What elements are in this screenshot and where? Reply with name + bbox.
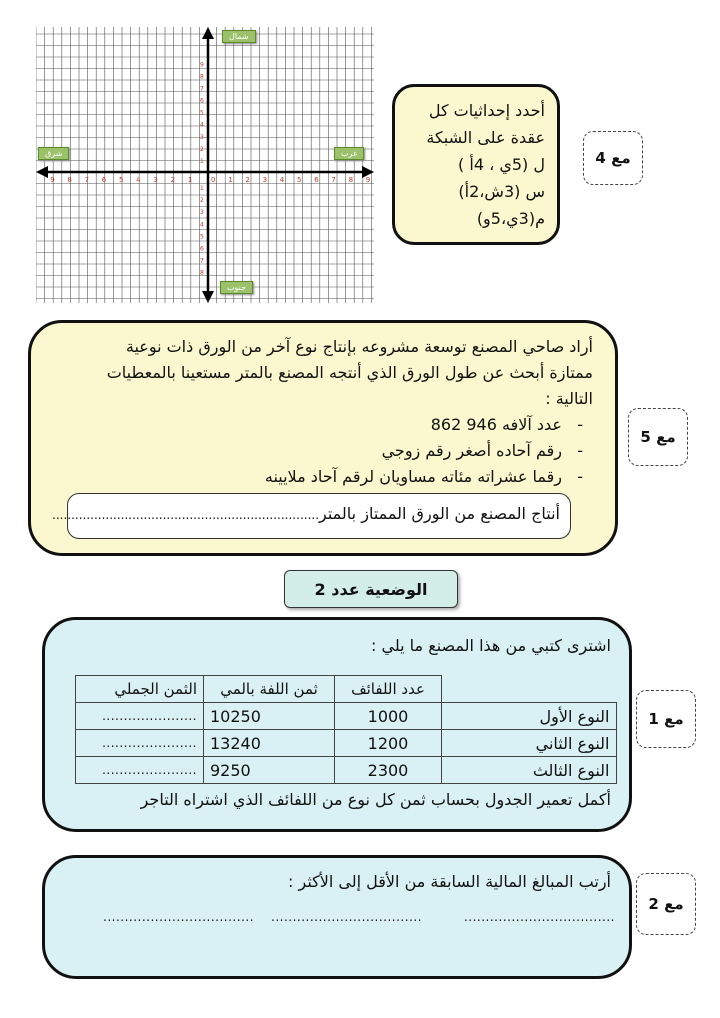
x-tick-label: 9 bbox=[365, 176, 371, 184]
q5-answer-box[interactable] bbox=[52, 493, 571, 539]
y-tick-label: 1 bbox=[200, 185, 204, 193]
grid-label-north: شمال bbox=[222, 30, 256, 43]
arrow-down-icon bbox=[202, 291, 214, 303]
y-tick-label: 5 bbox=[200, 233, 204, 241]
q5-text-line: أراد صاحي المصنع توسعة مشروعه بإنتاج نوع آخر من الورق ذات نوعية bbox=[125, 337, 593, 356]
q2-card bbox=[42, 855, 632, 979]
x-tick-label: 5 bbox=[297, 176, 302, 184]
q2-prompt: أرتب المبالغ المالية السابقة من الأقل إلى الأكثر : bbox=[288, 872, 611, 891]
x-tick-label: 6 bbox=[101, 176, 107, 184]
y-tick-label: 1 bbox=[200, 157, 204, 165]
x-tick-label: 2 bbox=[170, 176, 176, 184]
x-tick-label: 3 bbox=[262, 176, 268, 184]
row-price: 10250 bbox=[204, 703, 335, 730]
q4-line: ل (5ي ، 4أ ) bbox=[458, 155, 545, 174]
x-tick-label: 6 bbox=[314, 176, 319, 184]
q4-line: عقدة على الشبكة bbox=[426, 128, 545, 147]
q5-badge: مع 5 bbox=[628, 408, 688, 466]
y-tick-label: 5 bbox=[200, 109, 204, 117]
x-tick-label: 5 bbox=[119, 176, 124, 184]
y-tick-label: 7 bbox=[200, 85, 204, 93]
row-total[interactable]: ...................... bbox=[76, 703, 204, 730]
q2-badge: مع 2 bbox=[636, 873, 696, 935]
y-tick-label: 6 bbox=[200, 245, 204, 253]
q2-blank[interactable]: ................................... bbox=[463, 910, 615, 924]
y-tick-label: 6 bbox=[200, 97, 204, 105]
table-header-cell: ثمن اللفة بالمي bbox=[204, 676, 335, 703]
row-count: 1200 bbox=[335, 730, 442, 757]
q4-card bbox=[392, 84, 560, 245]
y-tick-label: 2 bbox=[200, 197, 204, 205]
q1-footer: أكمل تعمير الجدول بحساب ثمن كل نوع من اللفائف الذي اشتراه التاجر bbox=[140, 790, 611, 809]
x-tick-label: 9 bbox=[50, 176, 55, 184]
x-tick-label: 1 bbox=[228, 176, 233, 184]
q5-bullet-text: رقم آحاده أصغر رقم زوجي bbox=[381, 441, 562, 460]
row-count: 2300 bbox=[335, 757, 442, 784]
grid-label-west: غرب bbox=[334, 147, 364, 160]
arrow-left-icon bbox=[36, 166, 48, 178]
x-tick-label: 4 bbox=[279, 176, 285, 184]
table-row bbox=[76, 757, 617, 784]
arrow-up-icon bbox=[202, 27, 214, 39]
q4-line: م(3ي،5و) bbox=[476, 209, 545, 228]
x-tick-label: 4 bbox=[136, 176, 141, 184]
grid-label-east: شرق bbox=[38, 147, 69, 160]
q4-badge: مع 4 bbox=[583, 131, 643, 185]
q1-card bbox=[42, 617, 632, 832]
section-title: الوضعية عدد 2 bbox=[284, 570, 458, 608]
q5-text-line: التالية : bbox=[545, 389, 593, 408]
row-price: 13240 bbox=[204, 730, 335, 757]
q5-text-line: ممتازة أبحث عن طول الورق الذي أنتجه المصنع بالمتر مستعينا بالمعطيات bbox=[106, 363, 593, 382]
q5-answer-label: أنتاج المصنع من الورق الممتاز بالمتر bbox=[319, 504, 560, 523]
y-tick-label: 9 bbox=[200, 61, 204, 69]
row-type: النوع الثاني bbox=[442, 730, 617, 757]
y-tick-label: 4 bbox=[200, 121, 204, 129]
row-count: 1000 bbox=[335, 703, 442, 730]
q5-bullet-text: عدد آلافه 946 862 bbox=[430, 415, 562, 434]
q5-answer-dots: ...................................................................... bbox=[52, 508, 320, 522]
row-total[interactable]: ...................... bbox=[76, 757, 204, 784]
q1-badge: مع 1 bbox=[636, 690, 696, 748]
y-tick-label: 3 bbox=[200, 133, 204, 141]
row-type: النوع الأول bbox=[442, 703, 617, 730]
q4-line: أحدد إحداثيات كل bbox=[428, 101, 545, 120]
q2-blank[interactable]: ................................... bbox=[271, 910, 423, 924]
y-tick-label: 7 bbox=[200, 257, 204, 265]
table-header-cell: عدد اللفائف bbox=[335, 676, 442, 703]
y-tick-label: 2 bbox=[200, 145, 204, 153]
x-tick-label: 7 bbox=[84, 176, 90, 184]
coordinate-grid bbox=[36, 27, 374, 303]
grid-canvas bbox=[36, 27, 374, 303]
x-tick-label: 7 bbox=[331, 176, 336, 184]
grid-label-south: جنوب bbox=[220, 281, 253, 294]
row-total[interactable]: ...................... bbox=[76, 730, 204, 757]
x-tick-label: 0 bbox=[211, 176, 216, 184]
table-header-cell: الثمن الجملي bbox=[76, 676, 204, 703]
x-tick-label: 2 bbox=[245, 176, 250, 184]
q5-bullet-text: رقما عشراته مئاته مساويان لرقم آحاد ملايينه bbox=[264, 467, 562, 486]
q5-bullet: - رقما عشراته مئاته مساويان لرقم آحاد ملايينه bbox=[264, 467, 583, 486]
x-tick-label: 8 bbox=[348, 176, 354, 184]
q4-line: س (3ش،2أ) bbox=[458, 182, 545, 201]
row-type: النوع الثالث bbox=[442, 757, 617, 784]
y-tick-label: 4 bbox=[200, 221, 204, 229]
table-row bbox=[76, 703, 617, 730]
y-tick-label: 3 bbox=[200, 209, 204, 217]
x-tick-label: 3 bbox=[153, 176, 158, 184]
q5-bullet: - رقم آحاده أصغر رقم زوجي bbox=[381, 441, 583, 460]
x-tick-label: 1 bbox=[187, 176, 193, 184]
table-header-cell bbox=[442, 676, 617, 703]
table-header-row bbox=[76, 676, 617, 703]
q1-price-table bbox=[75, 675, 617, 784]
y-tick-label: 8 bbox=[200, 73, 204, 81]
table-row bbox=[76, 730, 617, 757]
q2-blank[interactable]: ................................... bbox=[103, 910, 255, 924]
y-tick-label: 8 bbox=[200, 269, 204, 277]
q5-card bbox=[28, 320, 618, 556]
q5-bullet: - عدد آلافه 946 862 bbox=[430, 415, 583, 434]
x-tick-label: 8 bbox=[67, 176, 72, 184]
row-price: 9250 bbox=[204, 757, 335, 784]
q1-intro: اشترى كتبي من هذا المصنع ما يلي : bbox=[371, 636, 611, 655]
